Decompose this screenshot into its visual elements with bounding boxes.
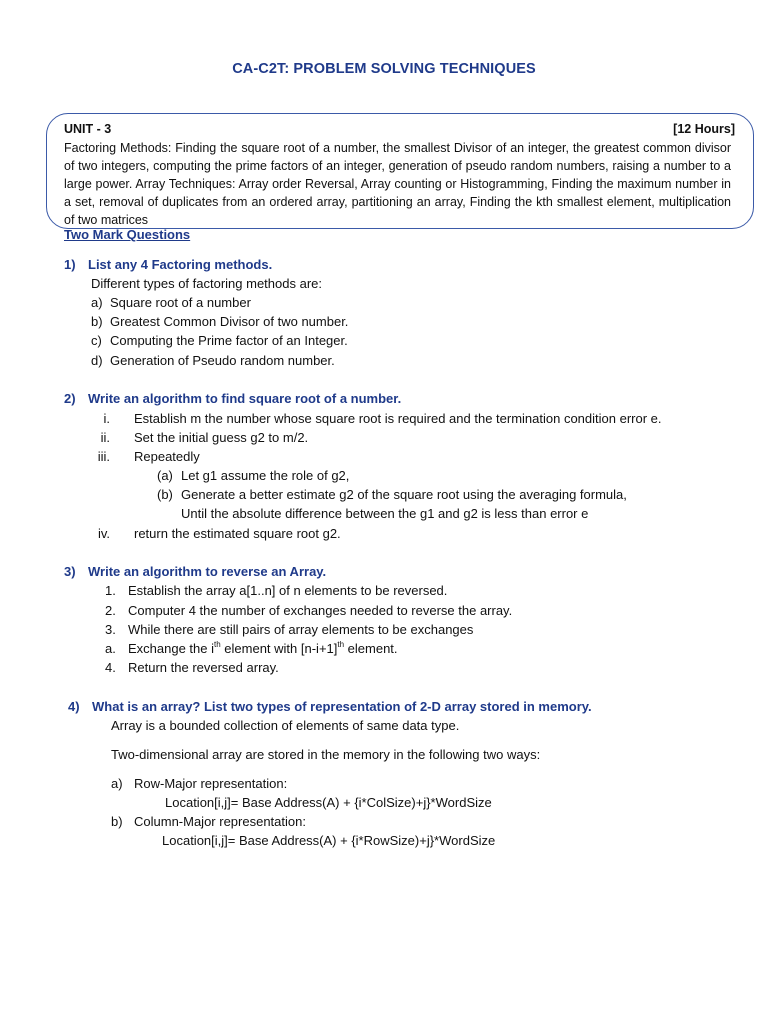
q3-step-label: a. (105, 641, 116, 656)
q3-step-text: Return the reversed array. (128, 660, 279, 675)
q3-number: 3) (64, 564, 76, 579)
unit-description: Factoring Methods: Finding the square root of a number, the smallest Divisor of an integer, the greatest common divisor of two integers, computing the prime factors of an integer, generation of pseudo random numbers, raising a number to a large power. Array Techniques: Array order Reversal, Array counting or Histogramming, Finding the maximum number in a set, removal of duplicates from an ordered array, partitioning an array, Finding the kth smallest element, multiplication of two matrices (64, 141, 731, 227)
q3-step-label: 4. (105, 660, 116, 675)
q3-step-part: element with [n-i+1] (220, 641, 338, 656)
q2-until-text: Until the absolute difference between the g1 and g2 is less than error e (181, 506, 589, 521)
q2-substep-label: (a) (157, 468, 173, 483)
q1-item-text: Generation of Pseudo random number. (110, 353, 335, 368)
q1-item-label: b) (91, 314, 103, 329)
q3-step-part: element. (344, 641, 398, 656)
q4-line: Two-dimensional array are stored in the memory in the following two ways: (111, 747, 541, 762)
unit-hours: [12 Hours] (673, 122, 735, 136)
page-title: CA-C2T: PROBLEM SOLVING TECHNIQUES (232, 61, 536, 77)
q3-step-part: Exchange the i (128, 641, 215, 656)
q1-question: List any 4 Factoring methods. (88, 257, 273, 272)
unit-label: UNIT - 3 (64, 122, 112, 136)
q4-rep-name: Row-Major representation: (134, 776, 288, 791)
q2-step-text: Repeatedly (134, 449, 200, 464)
q2-step-label: iv. (97, 526, 110, 541)
q4-question: What is an array? List two types of representation of 2-D array stored in memory. (92, 699, 592, 714)
q4-rep-label: b) (111, 814, 123, 829)
q2-step-label: i. (103, 411, 110, 426)
q2-step-text: return the estimated square root g2. (134, 526, 341, 541)
q3-step-text: Establish the array a[1..n] of n elements to be reversed. (128, 583, 448, 598)
q2-substep-text: Generate a better estimate g2 of the square root using the averaging formula, (181, 487, 627, 502)
q4-rep-formula: Location[i,j]= Base Address(A) + {i*ColSize)+j}*WordSize (165, 795, 492, 810)
q1-intro: Different types of factoring methods are: (91, 276, 322, 291)
q2-step-label: ii. (100, 430, 110, 445)
q2-substep-label: (b) (157, 487, 173, 502)
q2-question: Write an algorithm to find square root of a number. (88, 391, 402, 406)
q3-question: Write an algorithm to reverse an Array. (88, 564, 327, 579)
q3-step-text: While there are still pairs of array elements to be exchanges (128, 622, 474, 637)
q1-item-text: Computing the Prime factor of an Integer. (110, 333, 348, 348)
q2-step-label: iii. (97, 449, 110, 464)
unit-header (64, 122, 735, 136)
q4-line: Array is a bounded collection of elements of same data type. (111, 718, 460, 733)
q1-item-label: a) (91, 295, 103, 310)
section-heading: Two Mark Questions (64, 227, 191, 242)
ordinal-superscript: th (214, 640, 221, 649)
q2-step-text: Establish m the number whose square root is required and the termination condition error e. (134, 411, 662, 426)
ordinal-superscript: th (337, 640, 345, 649)
q3-step-label: 1. (105, 583, 116, 598)
q2-substep-text: Let g1 assume the role of g2, (181, 468, 350, 483)
q2-number: 2) (64, 391, 76, 406)
q3-step-text (128, 640, 398, 657)
q2-step-text: Set the initial guess g2 to m/2. (134, 430, 309, 445)
q4-rep-formula: Location[i,j]= Base Address(A) + {i*RowSize)+j}*WordSize (162, 833, 496, 848)
q3-step-label: 2. (105, 603, 116, 618)
q1-item-text: Square root of a number (110, 295, 251, 310)
q4-rep-label: a) (111, 776, 123, 791)
q4-number: 4) (68, 699, 80, 714)
q3-step-text: Computer 4 the number of exchanges needed to reverse the array. (128, 603, 513, 618)
q1-number: 1) (64, 257, 76, 272)
q3-step-label: 3. (105, 622, 116, 637)
q1-item-text: Greatest Common Divisor of two number. (110, 314, 349, 329)
q1-item-label: d) (91, 353, 103, 368)
q4-rep-name: Column-Major representation: (134, 814, 306, 829)
q1-item-label: c) (91, 333, 102, 348)
